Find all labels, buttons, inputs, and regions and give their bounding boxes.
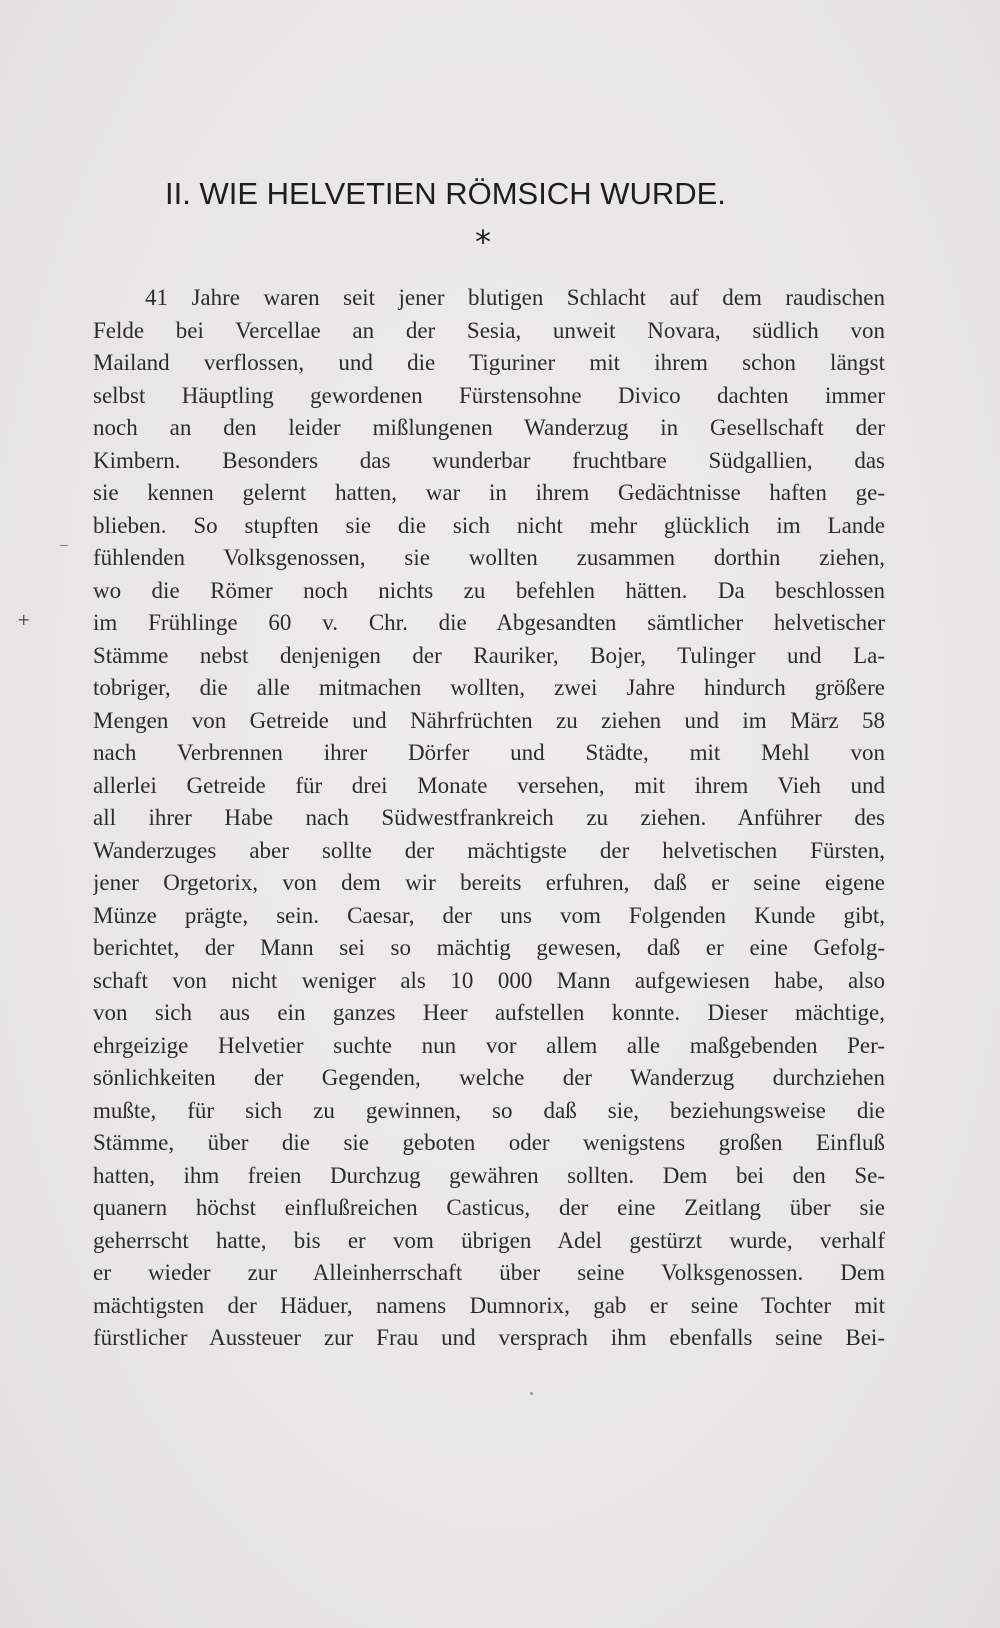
- text-line: im Frühlinge 60 v. Chr. die Abgesandten sämtlicher helvetischer: [93, 610, 885, 635]
- text-line: geherrscht hatte, bis er vom übrigen Adel gestürzt wurde, verhalf: [93, 1227, 885, 1253]
- text-line: selbst Häuptling gewordenen Fürstensohne Divico dachten immer: [93, 382, 885, 408]
- text-line: Mengen von Getreide und Nährfrüchten zu ziehen und im März 58: [93, 707, 885, 733]
- text-line: von sich aus ein ganzes Heer aufstellen konnte. Dieser mächtige,: [93, 1000, 885, 1025]
- text-line: schaft von nicht weniger als 10 000 Mann aufgewiesen habe, also: [93, 967, 885, 993]
- text-line: allerlei Getreide für drei Monate versehen, mit ihrem Vieh und: [93, 772, 885, 798]
- text-line: Mailand verflossen, und die Tiguriner mit ihrem schon längst: [93, 350, 885, 375]
- text-line: berichtet, der Mann sei so mächtig gewesen, daß er eine Gefolg-: [93, 935, 885, 960]
- text-line: hatten, ihm freien Durchzug gewähren sollten. Dem bei den Se-: [93, 1162, 885, 1188]
- text-line: Felde bei Vercellae an der Sesia, unweit Novara, südlich von: [93, 317, 885, 343]
- text-line: noch an den leider mißlungenen Wanderzug in Gesellschaft der: [93, 415, 885, 440]
- text-line: mußte, für sich zu gewinnen, so daß sie, beziehungsweise die: [93, 1097, 885, 1123]
- margin-dash: [60, 545, 68, 546]
- text-line: Stämme nebst denjenigen der Rauriker, Bojer, Tulinger und La-: [93, 642, 885, 668]
- text-line: all ihrer Habe nach Südwestfrankreich zu ziehen. Anführer des: [93, 805, 885, 830]
- text-line: sie kennen gelernt hatten, war in ihrem Gedächtnisse haften ge-: [93, 480, 885, 505]
- text-line: blieben. So stupften sie die sich nicht mehr glücklich im Lande: [93, 512, 885, 538]
- paper-speck: [530, 1392, 533, 1395]
- body-paragraph: [93, 282, 885, 1355]
- asterisk-ornament-icon: *: [475, 223, 491, 261]
- text-line: tobriger, die alle mitmachen wollten, zwei Jahre hindurch größere: [93, 675, 885, 700]
- text-line: fühlenden Volksgenossen, sie wollten zusammen dorthin ziehen,: [93, 545, 885, 570]
- text-line: nach Verbrennen ihrer Dörfer und Städte, mit Mehl von: [93, 740, 885, 765]
- text-line: 41 Jahre waren seit jener blutigen Schlacht auf dem raudischen: [145, 285, 885, 310]
- text-line: wo die Römer noch nichts zu befehlen hätten. Da beschlossen: [93, 577, 885, 603]
- text-line: mächtigsten der Häduer, namens Dumnorix, gab er seine Tochter mit: [93, 1292, 885, 1318]
- text-line: ehrgeizige Helvetier suchte nun vor allem alle maßgebenden Per-: [93, 1032, 885, 1058]
- text-line: Münze prägte, sein. Caesar, der uns vom Folgenden Kunde gibt,: [93, 902, 885, 928]
- text-line: jener Orgetorix, von dem wir bereits erfuhren, daß er seine eigene: [93, 870, 885, 895]
- chapter-heading: II. WIE HELVETIEN RÖMSICH WURDE.: [165, 176, 726, 211]
- text-line: quanern höchst einflußreichen Casticus, der eine Zeitlang über sie: [93, 1195, 885, 1220]
- text-line: Wanderzuges aber sollte der mächtigste der helvetischen Fürsten,: [93, 837, 885, 863]
- text-line: Stämme, über die sie geboten oder wenigstens großen Einfluß: [93, 1130, 885, 1155]
- text-line: er wieder zur Alleinherrschaft über seine Volksgenossen. Dem: [93, 1260, 885, 1285]
- margin-cross-mark: +: [17, 610, 31, 629]
- text-line: Kimbern. Besonders das wunderbar fruchtbare Südgallien, das: [93, 447, 885, 473]
- text-line: fürstlicher Aussteuer zur Frau und versprach ihm ebenfalls seine Bei-: [93, 1325, 885, 1350]
- text-line: sönlichkeiten der Gegenden, welche der Wanderzug durchziehen: [93, 1065, 885, 1090]
